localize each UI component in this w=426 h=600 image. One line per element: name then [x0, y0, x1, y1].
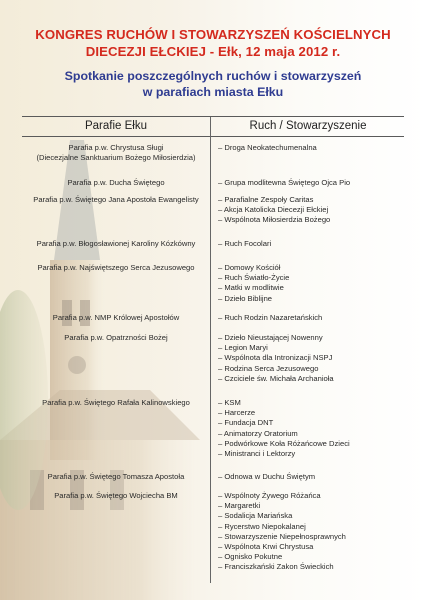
parish-name — [22, 178, 210, 188]
movement-item: – Ognisko Pokutne — [218, 552, 283, 562]
table-header-rule — [22, 136, 404, 137]
movement-item: – KSM — [218, 398, 241, 407]
movement-list — [218, 178, 408, 188]
parish-name-line: Parafia p.w. Świętego Tomasza Apostoła — [47, 472, 185, 481]
movement-item: – Podwórkowe Koła Różańcowe Dzieci — [218, 438, 350, 448]
parish-name-line: Parafia p.w. Świętego Wojciecha BM — [54, 491, 178, 500]
movement-item: – Wspólnoty Żywego Różańca — [218, 491, 321, 500]
movement-list — [218, 333, 408, 384]
movement-item: – Wspólnota Miłosierdzia Bożego — [218, 215, 331, 225]
parish-name-line: Parafia p.w. Błogosławionej Karoliny Kózkówny — [36, 239, 196, 248]
subtitle-line-2: w parafiach miasta Ełku — [142, 85, 284, 99]
movement-item: – Wspólnota dla Intronizacji NSPJ — [218, 353, 333, 363]
movement-item: – Czciciele św. Michała Archanioła — [218, 373, 334, 383]
movement-list — [218, 195, 408, 226]
table-top-rule — [22, 116, 404, 117]
movement-item: – Odnowa w Duchu Świętym — [218, 472, 316, 481]
movement-item: – Dzieło Biblijne — [218, 293, 273, 303]
movement-item: – Ministranci i Lektorzy — [218, 449, 296, 459]
parish-name-line: Parafia p.w. Opatrzności Bożej — [64, 333, 168, 342]
parish-name — [22, 239, 210, 249]
movement-item: – Margaretki — [218, 501, 261, 511]
movement-list — [218, 398, 408, 459]
subtitle-line-1: Spotkanie poszczególnych ruchów i stowarzyszeń — [64, 69, 362, 83]
movement-item: – Akcja Katolicka Diecezji Ełckiej — [218, 205, 329, 215]
movement-item: – Ruch Światło-Życie — [218, 273, 290, 283]
movement-list — [218, 472, 408, 482]
parish-name — [22, 333, 210, 343]
parish-name — [22, 491, 210, 501]
title-line-1: KONGRES RUCHÓW I STOWARZYSZEŃ KOŚCIELNYCH — [35, 27, 391, 42]
movement-item: – Dzieło Nieustającej Nowenny — [218, 333, 323, 342]
parish-name — [22, 398, 210, 408]
movement-list — [218, 313, 408, 323]
movement-item: – Matki w modlitwie — [218, 283, 284, 293]
movement-item: – Harcerze — [218, 408, 256, 418]
header — [0, 26, 426, 100]
parish-name — [22, 472, 210, 482]
parish-name-line: Parafia p.w. Świętego Rafała Kalinowskiego — [42, 398, 190, 407]
column-header-parishes: Parafie Ełku — [84, 120, 147, 132]
movement-item: – Franciszkański Zakon Świeckich — [218, 562, 334, 572]
church-illustration — [0, 140, 200, 600]
movement-item: – Parafialne Zespoły Caritas — [218, 195, 314, 204]
movement-list — [218, 239, 408, 249]
movement-list — [218, 143, 408, 153]
movement-item: – Wspólnota Krwi Chrystusa — [218, 542, 314, 552]
movement-item: – Grupa modlitewna Świętego Ojca Pio — [218, 178, 351, 187]
movement-item: – Ruch Rodzin Nazaretańskich — [218, 313, 323, 322]
title-line-2: DIECEZJI EŁCKIEJ - Ełk, 12 maja 2012 r. — [85, 44, 341, 59]
parish-name-line: Parafia p.w. Ducha Świętego — [67, 178, 165, 187]
movement-item: – Legion Maryi — [218, 343, 268, 353]
parish-name-line: Parafia p.w. Najświętszego Serca Jezusowego — [37, 263, 195, 272]
parish-name — [22, 263, 210, 273]
movement-item: – Fundacja DNT — [218, 418, 274, 428]
movement-item: – Stowarzyszenie Niepełnosprawnych — [218, 531, 346, 541]
movement-item: – Animatorzy Oratorium — [218, 428, 298, 438]
movement-item: – Rodzina Serca Jezusowego — [218, 363, 319, 373]
parish-name — [22, 313, 210, 323]
movement-item: – Sodalicja Mariańska — [218, 511, 293, 521]
parish-name-line: (Diecezjalne Sanktuarium Bożego Miłosierdzia) — [36, 153, 196, 163]
movement-item: – Rycerstwo Niepokalanej — [218, 521, 306, 531]
movement-item: – Ruch Focolari — [218, 239, 272, 248]
parish-name-line: Parafia p.w. Świętego Jana Apostoła Ewangelisty — [33, 195, 199, 204]
movement-list — [218, 491, 408, 573]
movement-list — [218, 263, 408, 304]
parish-name-line: Parafia p.w. Chrystusa Sługi — [68, 143, 164, 152]
column-header-movements: Ruch / Stowarzyszenie — [249, 120, 367, 132]
parish-name — [22, 143, 210, 163]
column-divider — [210, 117, 211, 583]
movement-item: – Domowy Kościół — [218, 263, 281, 272]
movement-item: – Droga Neokatechumenalna — [218, 143, 317, 152]
parish-name-line: Parafia p.w. NMP Królowej Apostołów — [52, 313, 180, 322]
parish-name — [22, 195, 210, 205]
